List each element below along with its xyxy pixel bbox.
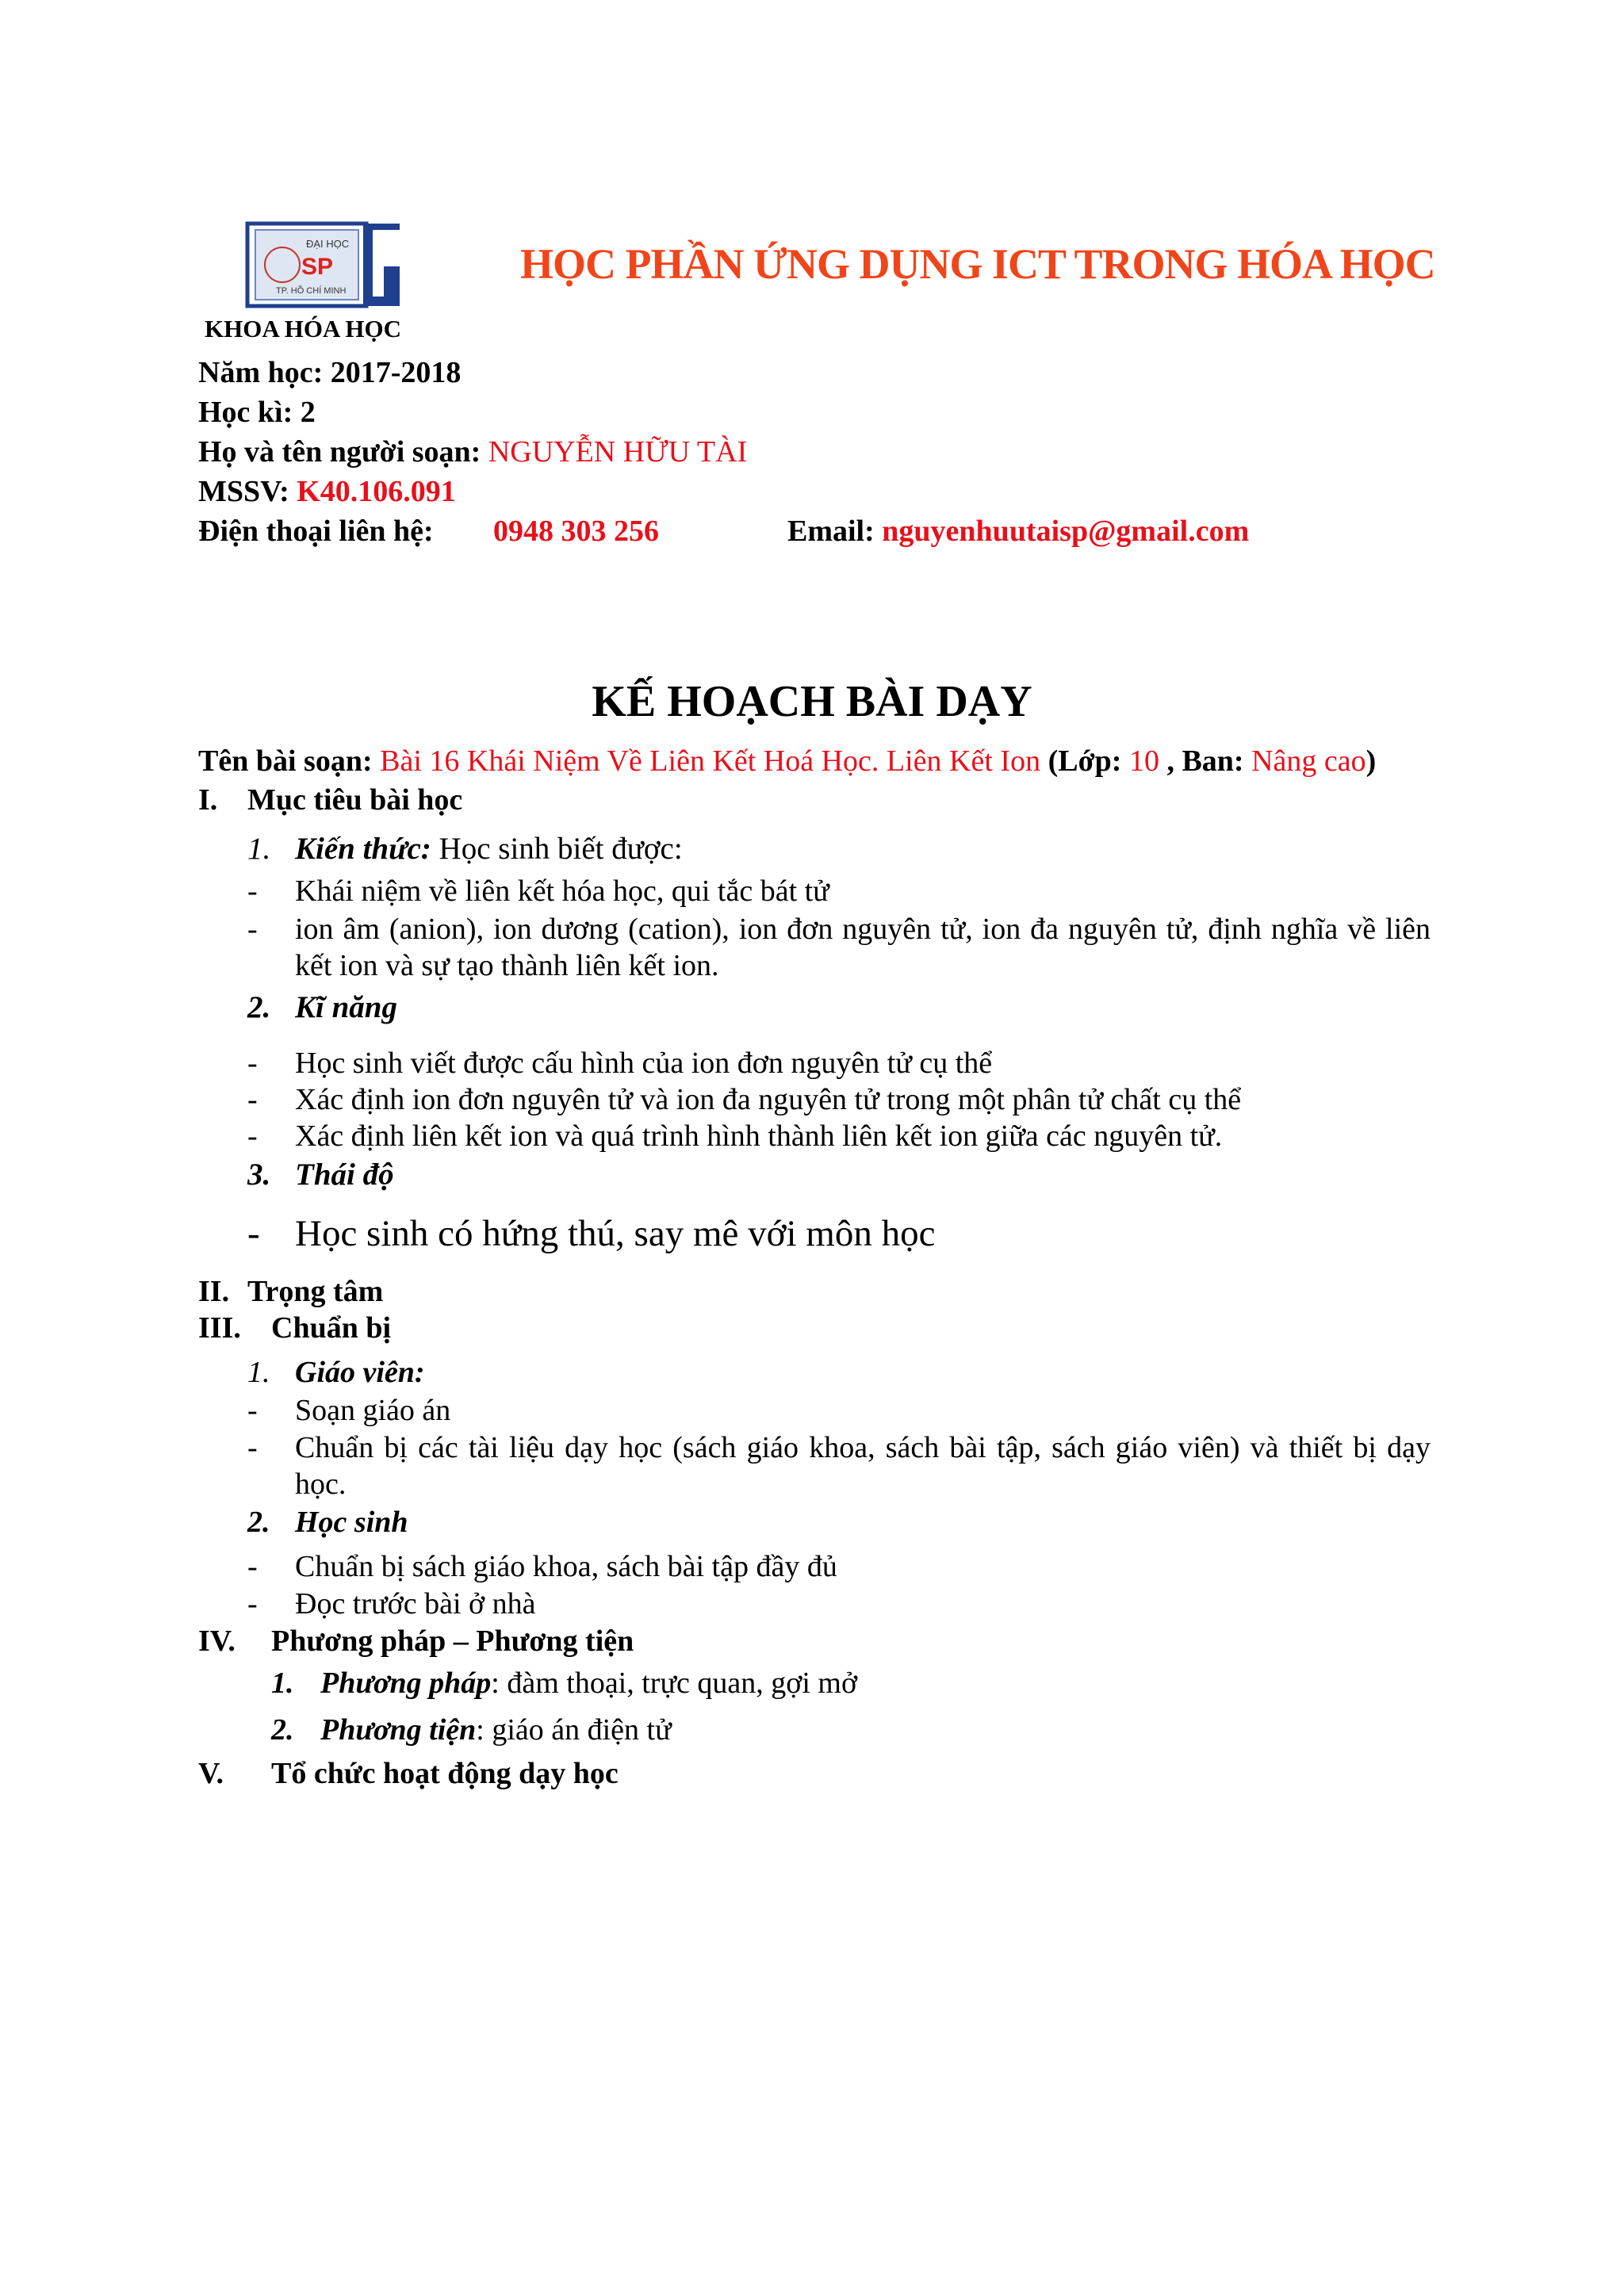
lesson-line [198,743,1376,779]
faculty-label: KHOA HÓA HỌC [205,315,402,342]
student-item: Chuẩn bị sách giáo khoa, sách bài tập đầy đủ [295,1550,837,1583]
bullet-dash [247,1118,266,1154]
student-id-line [198,473,456,510]
track-value: Nâng cao [1251,744,1366,778]
method-value: : đàm thoại, trực quan, gợi mở [491,1667,858,1700]
semester-line [198,394,316,430]
author-label: Họ và tên người soạn: [198,435,481,469]
knowledge-item: ion âm (anion), ion dương (cation), ion đơn nguyên tử, ion đa nguyên tử, định nghĩa về liên kết ion và sự tạo thành liên kết ion. [295,913,1431,982]
tool-value: : giáo án điện tử [476,1713,672,1747]
document-title: KẾ HOẠCH BÀI DẠY [592,677,1032,726]
section-2-number: II. [198,1275,230,1308]
skills-item: Xác định liên kết ion và quá trình hình thành liên kết ion giữa các nguyên tử. [295,1119,1223,1153]
bullet-dash [247,1548,266,1585]
close-paren: ) [1365,744,1377,778]
attitude-title: Thái độ [295,1158,394,1192]
bullet-dash [247,873,266,909]
email-label: Email: [787,515,875,548]
phone-label: Điện thoại liên hệ: [198,515,434,548]
school-year-value: 2017-2018 [330,356,462,389]
grade-label: (Lớp: [1048,744,1122,778]
section-4-title: Phương pháp – Phương tiện [271,1624,634,1658]
teacher-item: Soạn giáo án [295,1394,451,1427]
section-5-number: V. [198,1757,224,1790]
bullet-dash [247,1392,266,1429]
student-number: 2. [247,1506,270,1539]
teacher-item: Chuẩn bị các tài liệu dạy học (sách giáo khoa, sách bài tập, sách giáo viên) và thiết bị dạy học. [295,1431,1431,1501]
knowledge-title: Kiến thức: [295,832,431,866]
tool-label: Phương tiện [320,1713,477,1747]
knowledge-intro: Học sinh biết được: [439,832,683,866]
lesson-name: Bài 16 Khái Niệm Về Liên Kết Hoá Học. Liên Kết Ion [380,744,1041,778]
method-number: 1. [271,1667,294,1700]
section-1-title: Mục tiêu bài học [247,783,463,817]
attitude-item: Học sinh có hứng thú, say mê với môn học [295,1213,936,1254]
knowledge-heading [295,830,683,868]
email-value[interactable]: nguyenhuutaisp@gmail.com [882,515,1250,548]
course-banner: HỌC PHẦN ỨNG DỤNG ICT TRONG HÓA HỌC [520,240,1435,288]
teacher-title: Giáo viên: [295,1356,425,1389]
university-logo [244,219,403,311]
bullet-dash [247,1211,266,1256]
bullet-dash [247,1429,266,1466]
tool-line [320,1712,672,1748]
email-line [787,513,1249,549]
knowledge-number: 1. [247,832,271,866]
student-item: Đọc trước bài ở nhà [295,1587,536,1621]
bullet-dash [247,911,266,947]
section-3-title: Chuẩn bị [271,1311,392,1345]
section-5-title: Tổ chức hoạt động dạy học [271,1757,619,1790]
section-1-number: I. [198,783,218,817]
method-line [320,1665,857,1701]
logo-mid-text: SP [301,254,334,280]
author-name: NGUYỄN HỮU TÀI [488,435,748,469]
teacher-number: 1. [247,1356,270,1389]
grade-value: 10 [1128,744,1159,778]
method-label: Phương pháp [320,1667,492,1700]
section-2-title: Trọng tâm [247,1275,384,1308]
school-year-label: Năm học: [198,356,324,389]
track-label: , Ban: [1166,744,1244,778]
bullet-dash [247,1045,266,1081]
skills-item: Học sinh viết được cấu hình của ion đơn nguyên tử cụ thể [295,1047,993,1080]
author-line [198,434,747,470]
semester-label: Học kì: [198,396,293,429]
student-title: Học sinh [295,1506,408,1539]
section-3-number: III. [198,1311,241,1345]
tool-number: 2. [271,1713,294,1747]
knowledge-item: Khái niệm về liên kết hóa học, qui tắc bát tử [295,874,829,908]
skills-item: Xác định ion đơn nguyên tử và ion đa nguyên tử trong một phân tử chất cụ thể [295,1083,1242,1116]
semester-value: 2 [300,396,316,429]
section-4-number: IV. [198,1624,236,1658]
lesson-label: Tên bài soạn: [198,744,373,778]
logo-top-text: ĐẠI HỌC [306,238,350,250]
skills-number: 2. [247,990,271,1024]
logo-bottom-text: TP. HỒ CHÍ MINH [276,286,347,296]
attitude-number: 3. [247,1158,271,1192]
bullet-dash [247,1586,266,1622]
school-year-line [198,354,461,391]
bullet-dash [247,1081,266,1118]
student-id-label: MSSV: [198,475,289,508]
skills-title: Kĩ năng [295,990,397,1024]
phone-value: 0948 303 256 [493,515,659,548]
student-id-value: K40.106.091 [297,475,456,508]
